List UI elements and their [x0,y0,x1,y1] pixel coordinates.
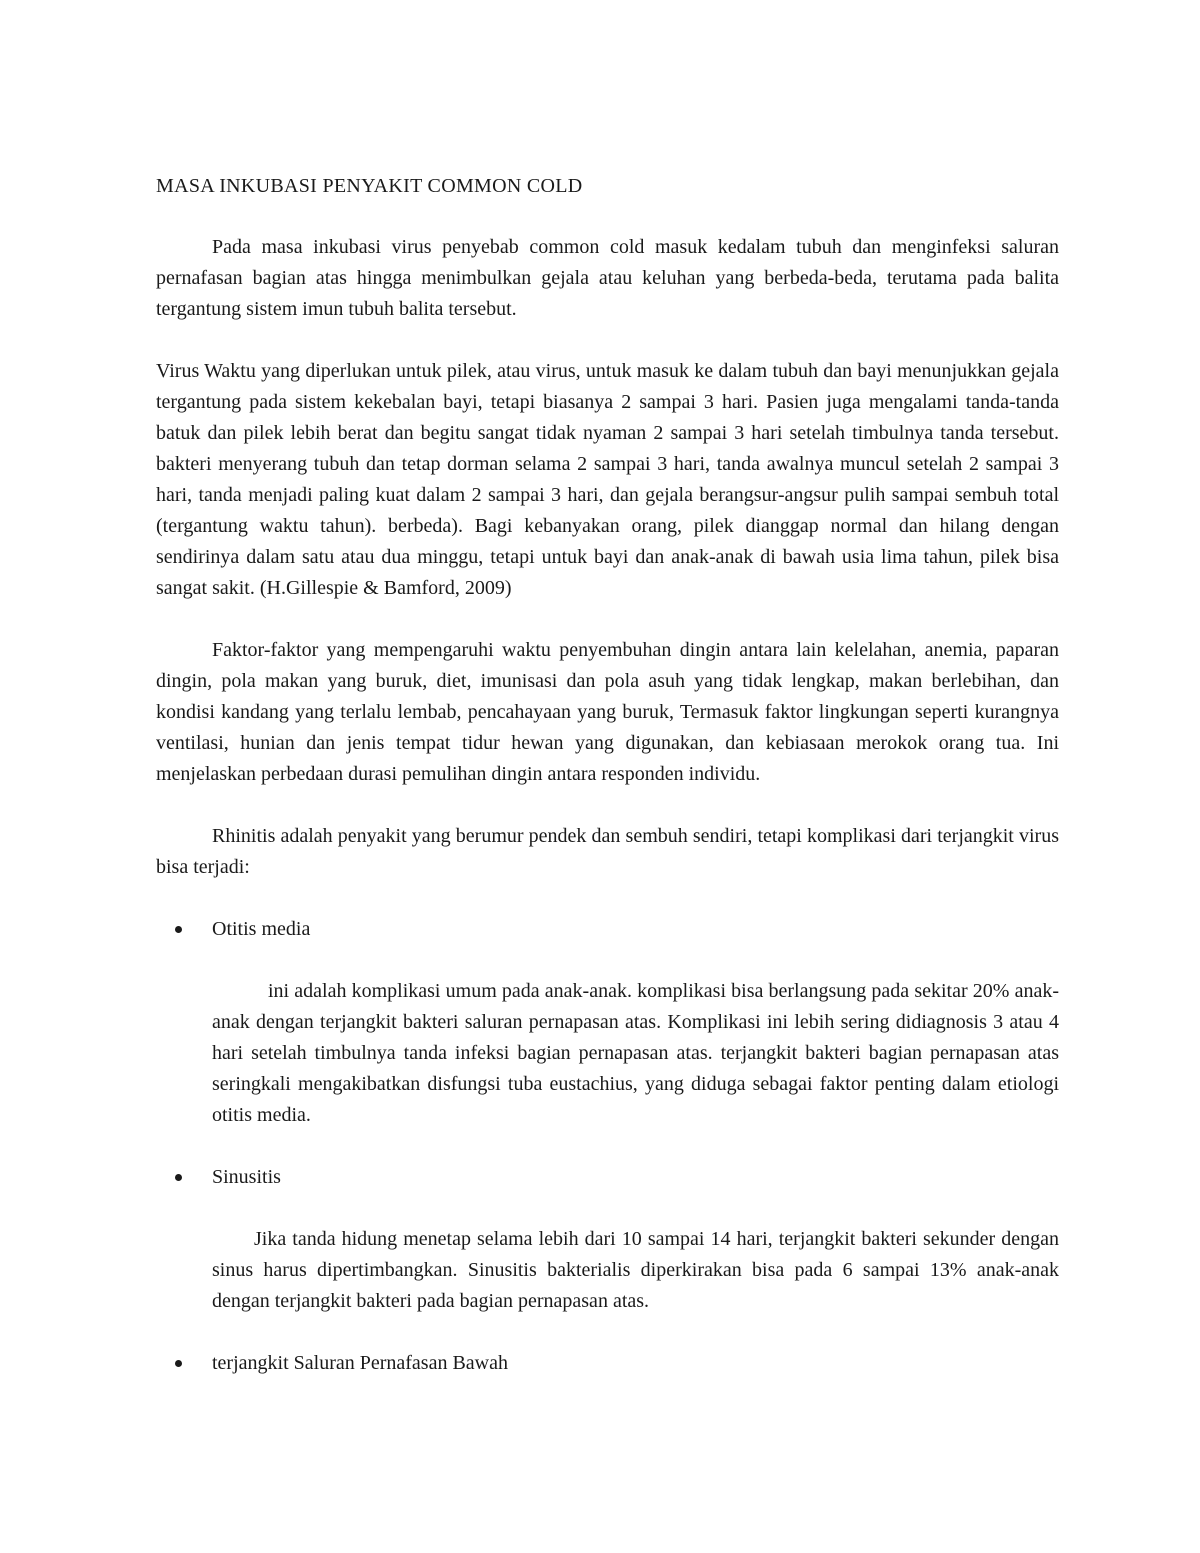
bullet-dot-icon [175,1360,182,1367]
document-body [156,171,1059,1410]
paragraph-incubation-intro: Pada masa inkubasi virus penyebab common cold masuk kedalam tubuh dan menginfeksi saluran pernafasan bagian atas hingga menimbulkan gejala atau keluhan yang berbeda-beda, terutama pada balita tergantung sistem imun tubuh balita tersebut. [156,236,1059,320]
bullet-item-lower-respiratory [156,1348,1059,1379]
bullet-paragraph-sinusitis: Jika tanda hidung menetap selama lebih dari 10 sampai 14 hari, terjangkit bakteri sekunder dengan sinus harus dipertimbangkan. Sinusitis bakterialis diperkirakan bisa pada 6 sampai 13% anak-anak dengan terjangkit bakteri pada bagian pernapasan atas. [212,1228,1059,1312]
bullet-dot-icon [175,1174,182,1181]
bullet-item-otitis-media [156,914,1059,945]
bullet-heading: terjangkit Saluran Pernafasan Bawah [212,1352,509,1374]
bullet-heading: Sinusitis [212,1166,281,1188]
document-title: MASA INKUBASI PENYAKIT COMMON COLD [156,175,583,197]
bullet-paragraph-otitis-media: ini adalah komplikasi umum pada anak-anak. komplikasi bisa berlangsung pada sekitar 20% anak-anak dengan terjangkit bakteri saluran pernapasan atas. Komplikasi ini lebih sering didiagnosis 3 atau 4 hari setelah timbulnya tanda infeksi bagian pernapasan atas. terjangkit bakteri bagian pernapasan atas seringkali mengakibatkan disfungsi tuba eustachius, yang diduga sebagai faktor penting dalam etiologi otitis media. [212,980,1059,1126]
paragraph-healing-factors: Faktor-faktor yang mempengaruhi waktu penyembuhan dingin antara lain kelelahan, anemia, paparan dingin, pola makan yang buruk, diet, imunisasi dan pola asuh yang tidak lengkap, makan berlebihan, dan kondisi kandang yang terlalu lembab, pencahayaan yang buruk, Termasuk faktor lingkungan seperti kurangnya ventilasi, hunian dan jenis tempat tidur hewan yang digunakan, dan kebiasaan merokok orang tua. Ini menjelaskan perbedaan durasi pemulihan dingin antara responden individu. [156,639,1059,785]
bullet-item-sinusitis [156,1162,1059,1193]
paragraph-virus-timing: Virus Waktu yang diperlukan untuk pilek, atau virus, untuk masuk ke dalam tubuh dan bayi menunjukkan gejala tergantung pada sistem kekebalan bayi, tetapi biasanya 2 sampai 3 hari. Pasien juga mengalami tanda-tanda batuk dan pilek lebih berat dan begitu sangat tidak nyaman 2 sampai 3 hari setelah timbulnya tanda tersebut. bakteri menyerang tubuh dan tetap dorman selama 2 sampai 3 hari, tanda awalnya muncul setelah 2 sampai 3 hari, tanda menjadi paling kuat dalam 2 sampai 3 hari, dan gejala berangsur-angsur pulih sampai sembuh total (tergantung waktu tahun). berbeda). Bagi kebanyakan orang, pilek dianggap normal dan hilang dengan sendirinya dalam satu atau dua minggu, tetapi untuk bayi dan anak-anak di bawah usia lima tahun, pilek bisa sangat sakit. (H.Gillespie & Bamford, 2009) [156,360,1059,599]
paragraph-rhinitis-complications: Rhinitis adalah penyakit yang berumur pendek dan sembuh sendiri, tetapi komplikasi dari terjangkit virus bisa terjadi: [156,825,1059,878]
bullet-heading: Otitis media [212,918,311,940]
bullet-dot-icon [175,926,182,933]
